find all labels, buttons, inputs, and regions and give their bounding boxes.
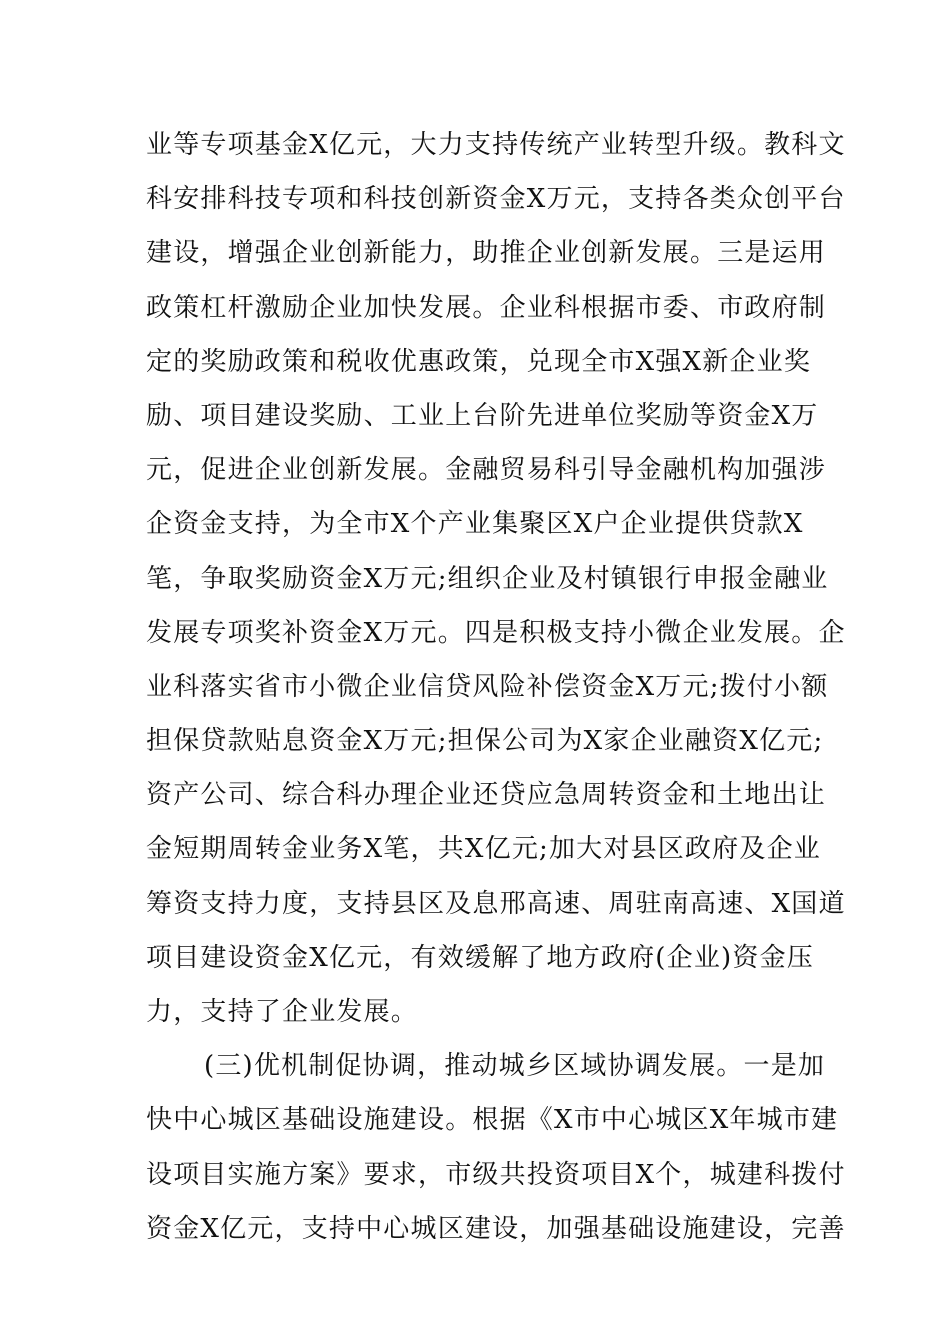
text-line: 科安排科技专项和科技创新资金X万元，支持各类众创平台 (146, 184, 846, 215)
text-line: 发展专项奖补资金X万元。四是积极支持小微企业发展。企 (146, 617, 846, 648)
text-line: 快中心城区基础设施建设。根据《X市中心城区X年城市建 (146, 1105, 839, 1136)
text-line: 定的奖励政策和税收优惠政策，兑现全市X强X新企业奖 (146, 346, 812, 377)
text-line: 励、项目建设奖励、工业上台阶先进单位奖励等资金X万 (146, 400, 819, 431)
text-line: 担保贷款贴息资金X万元;担保公司为X家企业融资X亿元; (146, 726, 824, 757)
text-line: 建设，增强企业创新能力，助推企业创新发展。三是运用 (146, 238, 827, 269)
body-text (146, 118, 846, 1256)
text-line: 筹资支持力度，支持县区及息邢高速、周驻南高速、X国道 (146, 888, 846, 919)
text-line: 政策杠杆激励企业加快发展。企业科根据市委、市政府制 (146, 292, 827, 323)
text-line: 企资金支持，为全市X个产业集聚区X户企业提供贷款X (146, 509, 804, 540)
text-line: 业等专项基金X亿元，大力支持传统产业转型升级。教科文 (146, 130, 846, 160)
text-line: 金短期周转金业务X笔，共X亿元;加大对县区政府及企业 (146, 834, 821, 865)
text-line: 力，支持了企业发展。 (146, 997, 419, 1027)
text-line: 设项目实施方案》要求，市级共投资项目X个，城建科拨付 (146, 1159, 846, 1190)
text-line: 项目建设资金X亿元，有效缓解了地方政府(企业)资金压 (146, 942, 814, 973)
text-line: 资金X亿元，支持中心城区建设，加强基础设施建设，完善 (146, 1213, 846, 1244)
text-line: 笔，争取奖励资金X万元;组织企业及村镇银行申报金融业 (146, 563, 829, 594)
paragraph-heading-line: (三)优机制促协调，推动城乡区域协调发展。一是加 (204, 1051, 826, 1082)
text-line: 资产公司、综合科办理企业还贷应急周转资金和土地出让 (146, 780, 827, 811)
text-line: 业科落实省市小微企业信贷风险补偿资金X万元;拨付小额 (146, 671, 829, 702)
text-line: 元，促进企业创新发展。金融贸易科引导金融机构加强涉 (146, 455, 827, 486)
